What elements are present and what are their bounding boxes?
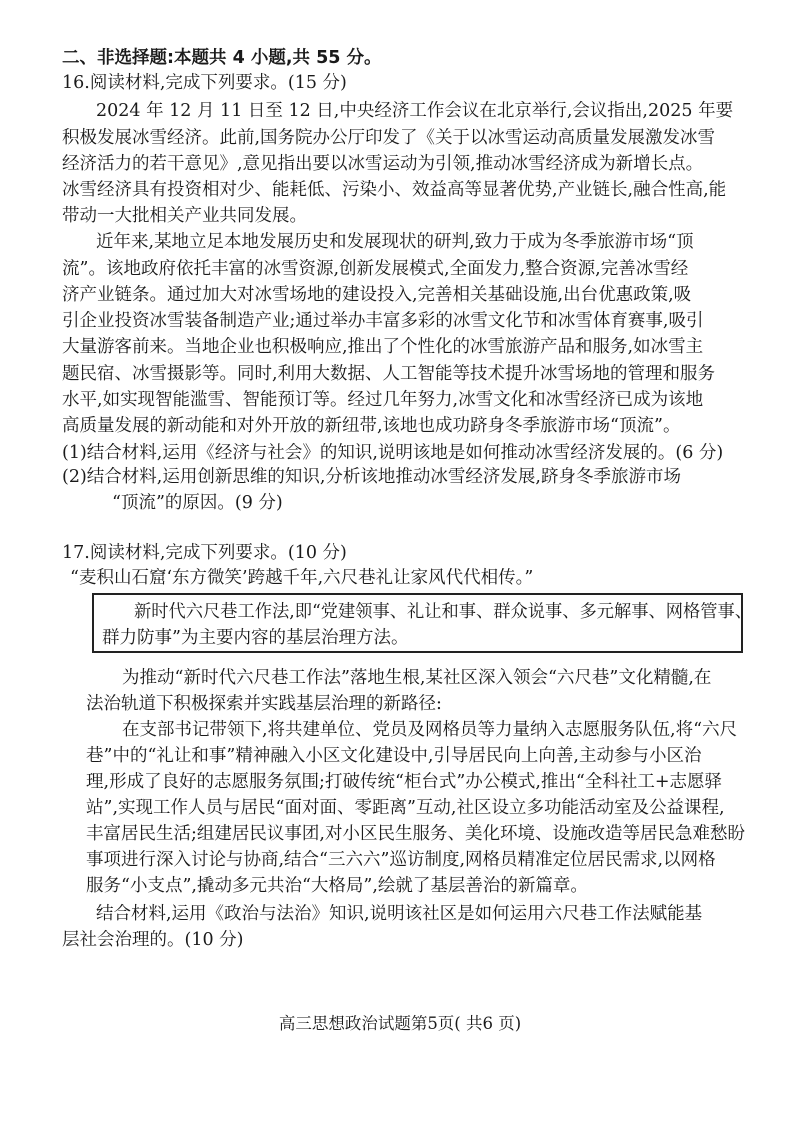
q17-box-line: 群力防事”为主要内容的基层治理方法。 — [102, 628, 409, 648]
q16-para2-line: 引企业投资冰雪装备制造产业;通过举办丰富多彩的冰雪文化节和冰雪体育赛事,吸引 — [62, 311, 704, 331]
q17-quote: “麦积山石窟‘东方微笑’跨越千年,六尺巷礼让家风代代相传。” — [70, 568, 534, 588]
page-footer: 高三思想政治试题第5页( 共6 页) — [278, 1014, 522, 1033]
q16-para2-line: 济产业链条。通过加大对冰雪场地的建设投入,完善相关基础设施,出台优惠政策,吸 — [62, 285, 692, 305]
q17-para2-line: 理,形成了良好的志愿服务氛围;打破传统“柜台式”办公模式,推出“全科社工+志愿驿 — [86, 772, 723, 792]
q16-para2-line: 流”。该地政府依托丰富的冰雪资源,创新发展模式,全面发力,整合资源,完善冰雪经 — [62, 259, 689, 279]
q16-para2-line: 近年来,某地立足本地发展历史和发展现状的研判,致力于成为冬季旅游市场“顶 — [96, 232, 694, 252]
q17-box-line: 新时代六尺巷工作法,即“党建领事、礼让和事、群众说事、多元解事、网格管事、 — [134, 602, 752, 622]
q16-para2-line: 高质量发展的新动能和对外开放的新纽带,该地也成功跻身冬季旅游市场“顶流”。 — [62, 416, 681, 436]
q16-para2-line: 题民宿、冰雪摄影等。同时,利用大数据、人工智能等技术提升冰雪场地的管理和服务 — [62, 364, 716, 384]
q16-sub2-line: “顶流”的原因。(9 分) — [112, 493, 283, 513]
section-heading: 二、非选择题:本题共 4 小题,共 55 分。 — [62, 48, 382, 68]
q17-para2-line: 在支部书记带领下,将共建单位、党员及网格员等力量纳入志愿服务队伍,将“六尺 — [122, 720, 738, 740]
q17-para1-line: 法治轨道下积极探索并实践基层治理的新路径: — [86, 694, 442, 714]
q16-para2-line: 大量游客前来。当地企业也积极响应,推出了个性化的冰雪旅游产品和服务,如冰雪主 — [62, 337, 704, 357]
q16-para1-line: 积极发展冰雪经济。此前,国务院办公厅印发了《关于以冰雪运动高质量发展激发冰雪 — [62, 128, 716, 148]
q17-para2-line: 巷”中的“礼让和事”精神融入小区文化建设中,引导居民向上向善,主动参与小区治 — [86, 746, 702, 766]
q16-para1-line: 经济活力的若干意见》,意见指出要以冰雪运动为引领,推动冰雪经济成为新增长点。 — [62, 154, 704, 174]
q16-sub2-line: (2)结合材料,运用创新思维的知识,分析该地推动冰雪经济发展,跻身冬季旅游市场 — [62, 467, 681, 487]
q16-para1-line: 带动一大批相关产业共同发展。 — [62, 206, 307, 226]
q17-para2-line: 事项进行深入讨论与协商,结合“三六六”巡访制度,网格员精准定位居民需求,以网格 — [86, 850, 716, 870]
q17-para2-line: 站”,实现工作人员与居民“面对面、零距离”互动,社区设立多功能活动室及公益课程, — [86, 798, 725, 818]
q17-title: 17.阅读材料,完成下列要求。(10 分) — [62, 543, 347, 563]
q16-para1-line: 冰雪经济具有投资相对少、能耗低、污染小、效益高等显著优势,产业链长,融合性高,能 — [62, 180, 727, 200]
q17-task-line: 层社会治理的。(10 分) — [62, 930, 244, 950]
q17-para1-line: 为推动“新时代六尺巷工作法”落地生根,某社区深入领会“六尺巷”文化精髓,在 — [122, 668, 712, 688]
q17-para2-line: 服务“小支点”,撬动多元共治“大格局”,绘就了基层善治的新篇章。 — [86, 876, 588, 896]
q17-task-line: 结合材料,运用《政治与法治》知识,说明该社区是如何运用六尺巷工作法赋能基 — [96, 904, 703, 924]
q16-title: 16.阅读材料,完成下列要求。(15 分) — [62, 73, 347, 93]
q16-para1-line: 2024 年 12 月 11 日至 12 日,中央经济工作会议在北京举行,会议指出,2025 年要 — [96, 101, 734, 121]
q17-para2-line: 丰富居民生活;组建居民议事团,对小区民生服务、美化环境、设施改造等居民急难愁盼 — [86, 824, 745, 844]
q16-sub1: (1)结合材料,运用《经济与社会》的知识,说明该地是如何推动冰雪经济发展的。(6 分) — [62, 443, 724, 463]
q16-para2-line: 水平,如实现智能滥雪、智能预订等。经过几年努力,冰雪文化和冰雪经济已成为该地 — [62, 390, 704, 410]
